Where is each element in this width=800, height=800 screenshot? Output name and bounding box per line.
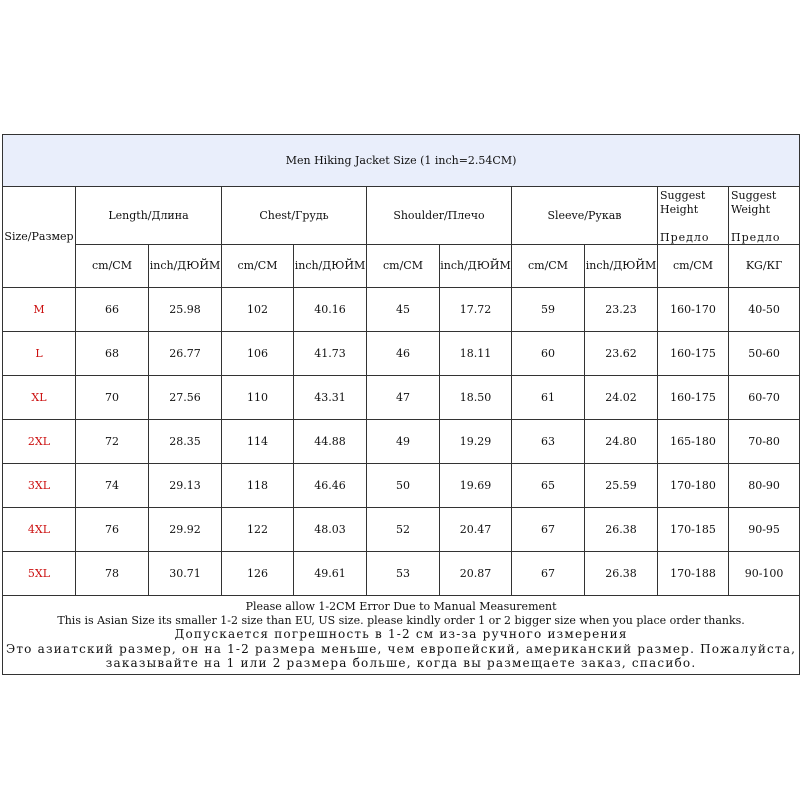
weight-cell: 90-95 — [729, 508, 800, 552]
chest-cm-cell: 122 — [222, 508, 294, 552]
chest-cm-cell: 118 — [222, 464, 294, 508]
size-cell: 2XL — [3, 420, 76, 464]
length-cm-cell: 74 — [76, 464, 149, 508]
chart-title: Men Hiking Jacket Size (1 inch=2.54CM) — [3, 135, 800, 187]
sleeve-cm-unit: cm/СМ — [512, 245, 585, 288]
shoulder-inch-cell: 19.69 — [440, 464, 512, 508]
length-inch-cell: 27.56 — [149, 376, 222, 420]
length-cm-cell: 66 — [76, 288, 149, 332]
chest-cm-cell: 102 — [222, 288, 294, 332]
suggest-height-en: Suggest Height — [660, 189, 706, 216]
suggest-weight-header — [729, 187, 800, 245]
chest-inch-cell: 43.31 — [294, 376, 367, 420]
sleeve-inch-cell: 24.02 — [585, 376, 658, 420]
length-inch-cell: 28.35 — [149, 420, 222, 464]
weight-cell: 70-80 — [729, 420, 800, 464]
length-inch-cell: 29.13 — [149, 464, 222, 508]
weight-cell: 80-90 — [729, 464, 800, 508]
suggest-weight-ru: Предло — [731, 230, 781, 244]
chest-cm-cell: 110 — [222, 376, 294, 420]
length-inch-cell: 29.92 — [149, 508, 222, 552]
length-cm-cell: 76 — [76, 508, 149, 552]
height-cell: 170-185 — [658, 508, 729, 552]
chest-inch-unit: inch/ДЮЙМ — [294, 245, 367, 288]
sleeve-cm-cell: 67 — [512, 508, 585, 552]
size-cell: 5XL — [3, 552, 76, 596]
chest-cm-unit: cm/СМ — [222, 245, 294, 288]
suggest-height-header — [658, 187, 729, 245]
shoulder-header: Shoulder/Плечо — [367, 187, 512, 245]
chest-inch-cell: 40.16 — [294, 288, 367, 332]
length-cm-cell: 72 — [76, 420, 149, 464]
shoulder-inch-cell: 20.47 — [440, 508, 512, 552]
weight-cell: 60-70 — [729, 376, 800, 420]
size-row — [3, 420, 800, 464]
chest-header: Chest/Грудь — [222, 187, 367, 245]
size-cell: M — [3, 288, 76, 332]
weight-cell: 90-100 — [729, 552, 800, 596]
size-row — [3, 288, 800, 332]
chest-inch-cell: 48.03 — [294, 508, 367, 552]
height-cell: 170-188 — [658, 552, 729, 596]
sleeve-cm-cell: 61 — [512, 376, 585, 420]
size-cell: 3XL — [3, 464, 76, 508]
size-row — [3, 552, 800, 596]
sleeve-inch-cell: 23.23 — [585, 288, 658, 332]
sleeve-inch-cell: 24.80 — [585, 420, 658, 464]
length-header: Length/Длина — [76, 187, 222, 245]
size-cell: 4XL — [3, 508, 76, 552]
chest-inch-cell: 41.73 — [294, 332, 367, 376]
height-unit: cm/СМ — [658, 245, 729, 288]
height-cell: 160-170 — [658, 288, 729, 332]
suggest-weight-en: Suggest Weight — [731, 189, 777, 216]
shoulder-inch-unit: inch/ДЮЙМ — [440, 245, 512, 288]
size-cell: XL — [3, 376, 76, 420]
length-inch-cell: 30.71 — [149, 552, 222, 596]
height-cell: 165-180 — [658, 420, 729, 464]
size-cell: L — [3, 332, 76, 376]
sleeve-cm-cell: 65 — [512, 464, 585, 508]
shoulder-cm-cell: 50 — [367, 464, 440, 508]
length-cm-cell: 70 — [76, 376, 149, 420]
shoulder-cm-unit: cm/СМ — [367, 245, 440, 288]
sleeve-cm-cell: 63 — [512, 420, 585, 464]
shoulder-cm-cell: 53 — [367, 552, 440, 596]
height-cell: 160-175 — [658, 376, 729, 420]
sleeve-inch-cell: 25.59 — [585, 464, 658, 508]
length-cm-cell: 68 — [76, 332, 149, 376]
footnote-asian-size-ru: Это азиатский размер, он на 1-2 размера меньше, чем европейский, американский размер. Пожалуйста, заказывайте на 1 или 2 размера больше, когда вы размещаете заказ, спасибо. — [5, 641, 797, 671]
sleeve-inch-cell: 26.38 — [585, 552, 658, 596]
shoulder-inch-cell: 20.87 — [440, 552, 512, 596]
size-chart-table — [2, 134, 800, 675]
length-inch-cell: 25.98 — [149, 288, 222, 332]
shoulder-cm-cell: 46 — [367, 332, 440, 376]
weight-unit: KG/КГ — [729, 245, 800, 288]
shoulder-cm-cell: 47 — [367, 376, 440, 420]
shoulder-inch-cell: 18.50 — [440, 376, 512, 420]
length-inch-unit: inch/ДЮЙМ — [149, 245, 222, 288]
footnote-error-ru: Допускается погрешность в 1-2 см из-за ручного измерения — [174, 627, 628, 642]
weight-cell: 40-50 — [729, 288, 800, 332]
length-cm-cell: 78 — [76, 552, 149, 596]
sleeve-inch-cell: 26.38 — [585, 508, 658, 552]
chest-inch-cell: 44.88 — [294, 420, 367, 464]
length-cm-unit: cm/СМ — [76, 245, 149, 288]
length-inch-cell: 26.77 — [149, 332, 222, 376]
suggest-height-ru: Предло — [660, 230, 710, 244]
chest-cm-cell: 126 — [222, 552, 294, 596]
shoulder-inch-cell: 18.11 — [440, 332, 512, 376]
chest-inch-cell: 49.61 — [294, 552, 367, 596]
shoulder-cm-cell: 52 — [367, 508, 440, 552]
shoulder-inch-cell: 19.29 — [440, 420, 512, 464]
sleeve-cm-cell: 59 — [512, 288, 585, 332]
footnote-error: Please allow 1-2CM Error Due to Manual Measurement — [245, 599, 557, 613]
size-row — [3, 376, 800, 420]
chest-inch-cell: 46.46 — [294, 464, 367, 508]
height-cell: 160-175 — [658, 332, 729, 376]
sleeve-cm-cell: 67 — [512, 552, 585, 596]
size-row — [3, 464, 800, 508]
sleeve-inch-unit: inch/ДЮЙМ — [585, 245, 658, 288]
size-row — [3, 332, 800, 376]
sleeve-header: Sleeve/Рукав — [512, 187, 658, 245]
shoulder-inch-cell: 17.72 — [440, 288, 512, 332]
chest-cm-cell: 106 — [222, 332, 294, 376]
shoulder-cm-cell: 49 — [367, 420, 440, 464]
shoulder-cm-cell: 45 — [367, 288, 440, 332]
sleeve-inch-cell: 23.62 — [585, 332, 658, 376]
weight-cell: 50-60 — [729, 332, 800, 376]
chest-cm-cell: 114 — [222, 420, 294, 464]
height-cell: 170-180 — [658, 464, 729, 508]
footnote-asian-size: This is Asian Size its smaller 1-2 size than EU, US size. please kindly order 1 or 2 bigger size when you place order thanks. — [57, 613, 745, 627]
size-header: Size/Размер — [3, 187, 76, 288]
sleeve-cm-cell: 60 — [512, 332, 585, 376]
footnotes — [3, 596, 800, 675]
size-row — [3, 508, 800, 552]
